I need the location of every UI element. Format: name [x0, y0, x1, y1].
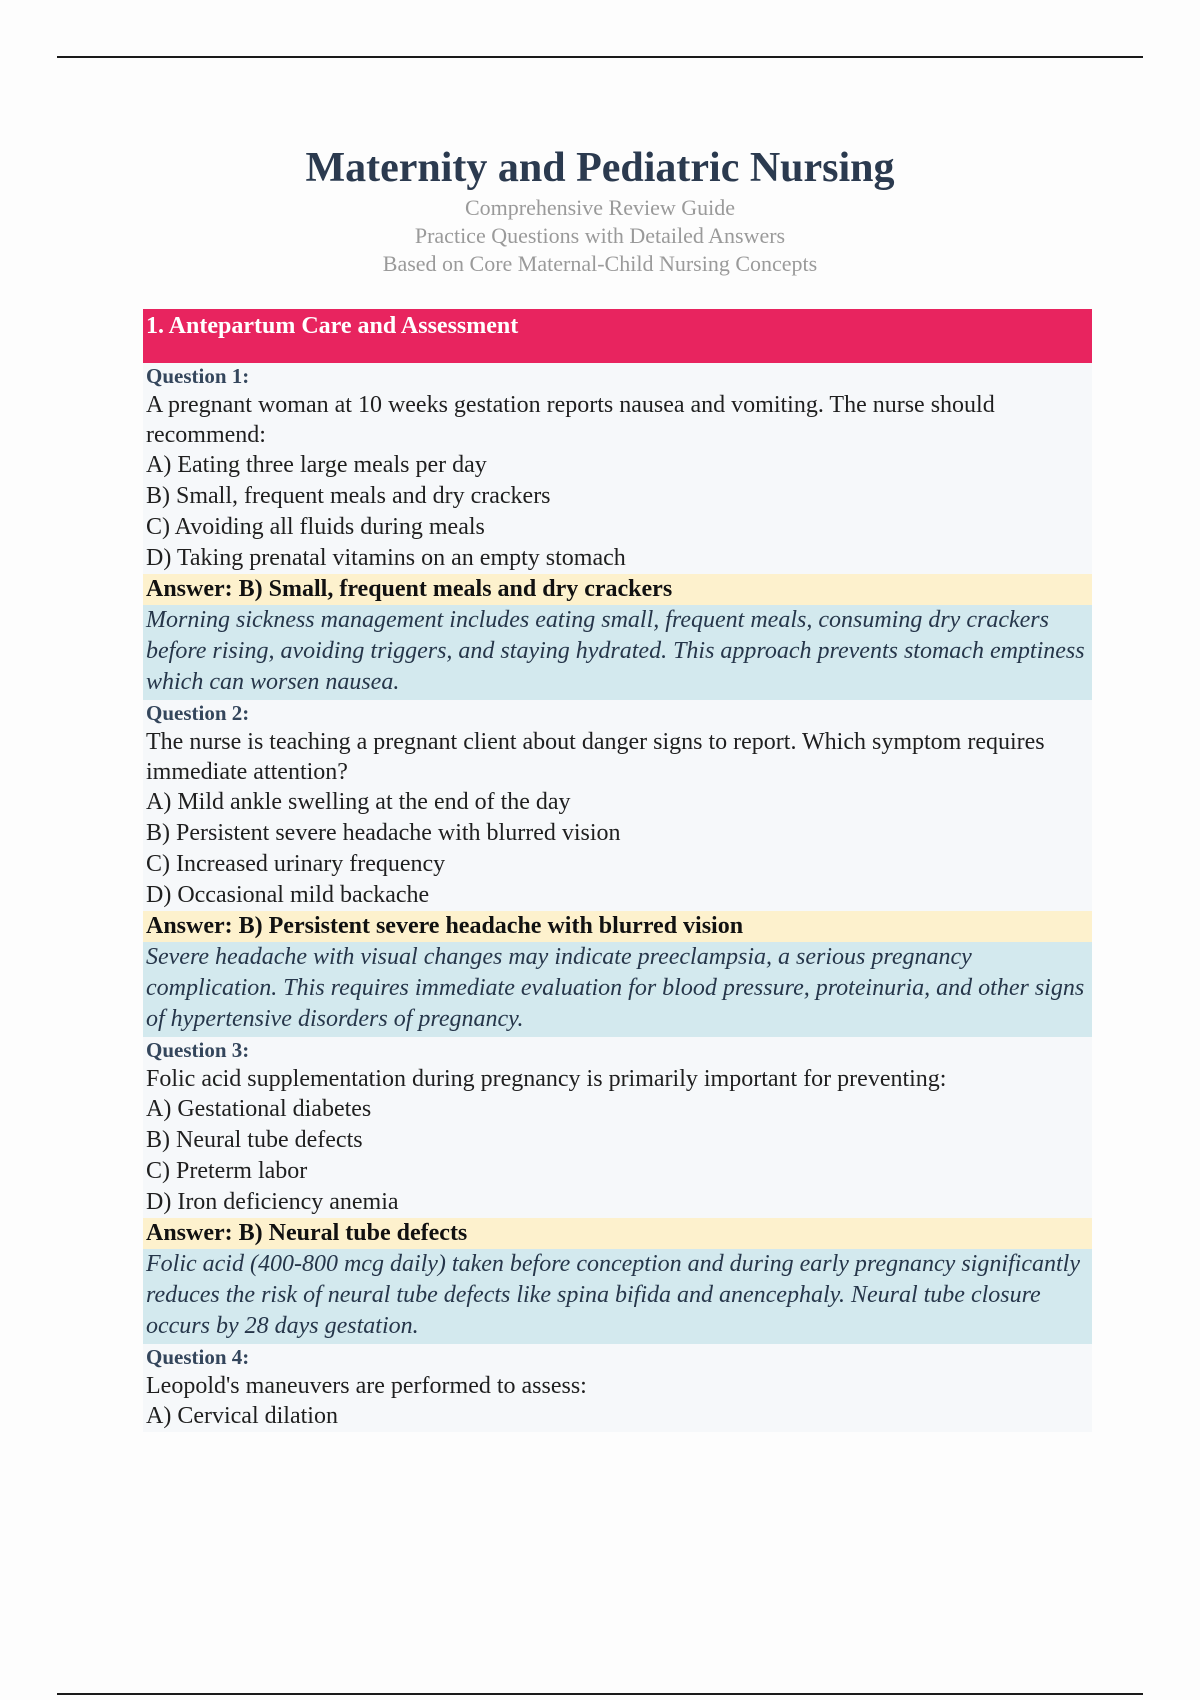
question-text: Folic acid supplementation during pregnancy is primarily important for preventing: [146, 1066, 947, 1092]
question-block [143, 363, 1092, 574]
answer-option: D) Occasional mild backache [146, 882, 430, 908]
question-text: The nurse is teaching a pregnant client about danger signs to report. Which symptom requires immediate attention? [146, 729, 1045, 785]
answer-option: B) Neural tube defects [146, 1127, 363, 1153]
answer-option: A) Eating three large meals per day [146, 452, 487, 478]
answer-option: C) Increased urinary frequency [146, 851, 446, 877]
question-label: Question 2: [146, 701, 250, 725]
answer-option: C) Preterm labor [146, 1158, 308, 1184]
answer-rationale: Morning sickness management includes eating small, frequent meals, consuming dry crackers before rising, avoiding triggers, and staying hydrated. This approach prevents stomach emptiness which can worsen nausea. [143, 605, 1092, 700]
correct-answer: Answer: B) Small, frequent meals and dry crackers [143, 574, 1092, 605]
answer-option: A) Gestational diabetes [146, 1096, 372, 1122]
page-title: Maternity and Pediatric Nursing [305, 145, 895, 191]
question-label: Question 3: [146, 1038, 250, 1062]
answer-option: C) Avoiding all fluids during meals [146, 514, 485, 540]
subtitle-line: Based on Core Maternal-Child Nursing Concepts [382, 251, 818, 276]
answer-option: D) Iron deficiency anemia [146, 1189, 399, 1215]
top-rule [57, 56, 1143, 58]
correct-answer: Answer: B) Neural tube defects [143, 1218, 1092, 1249]
question-text: A pregnant woman at 10 weeks gestation reports nausea and vomiting. The nurse should recommend: [146, 392, 995, 448]
question-block [143, 1037, 1092, 1218]
question-label: Question 4: [146, 1345, 250, 1369]
bottom-rule [57, 1693, 1143, 1695]
answer-rationale: Folic acid (400-800 mcg daily) taken before conception and during early pregnancy significantly reduces the risk of neural tube defects like spina bifida and anencephaly. Neural tube closure occurs by 28 days gestation. [143, 1249, 1092, 1344]
question-block [143, 700, 1092, 911]
answer-option: D) Taking prenatal vitamins on an empty stomach [146, 545, 626, 571]
section-content [143, 309, 1092, 1432]
answer-option: B) Persistent severe headache with blurred vision [146, 820, 621, 846]
document-header [0, 142, 1200, 278]
section-header: 1. Antepartum Care and Assessment [143, 309, 1092, 363]
correct-answer: Answer: B) Persistent severe headache with blurred vision [143, 911, 1092, 942]
question-block [143, 1344, 1092, 1432]
subtitle-line: Comprehensive Review Guide [464, 195, 736, 220]
answer-option: A) Cervical dilation [146, 1403, 338, 1429]
subtitle-line: Practice Questions with Detailed Answers [414, 223, 786, 248]
answer-option: A) Mild ankle swelling at the end of the day [146, 789, 571, 815]
question-label: Question 1: [146, 364, 250, 388]
answer-rationale: Severe headache with visual changes may indicate preeclampsia, a serious pregnancy complication. This requires immediate evaluation for blood pressure, proteinuria, and other signs of hypertensive disorders of pregnancy. [143, 942, 1092, 1037]
question-text: Leopold's maneuvers are performed to assess: [146, 1373, 587, 1399]
answer-option: B) Small, frequent meals and dry crackers [146, 483, 551, 509]
